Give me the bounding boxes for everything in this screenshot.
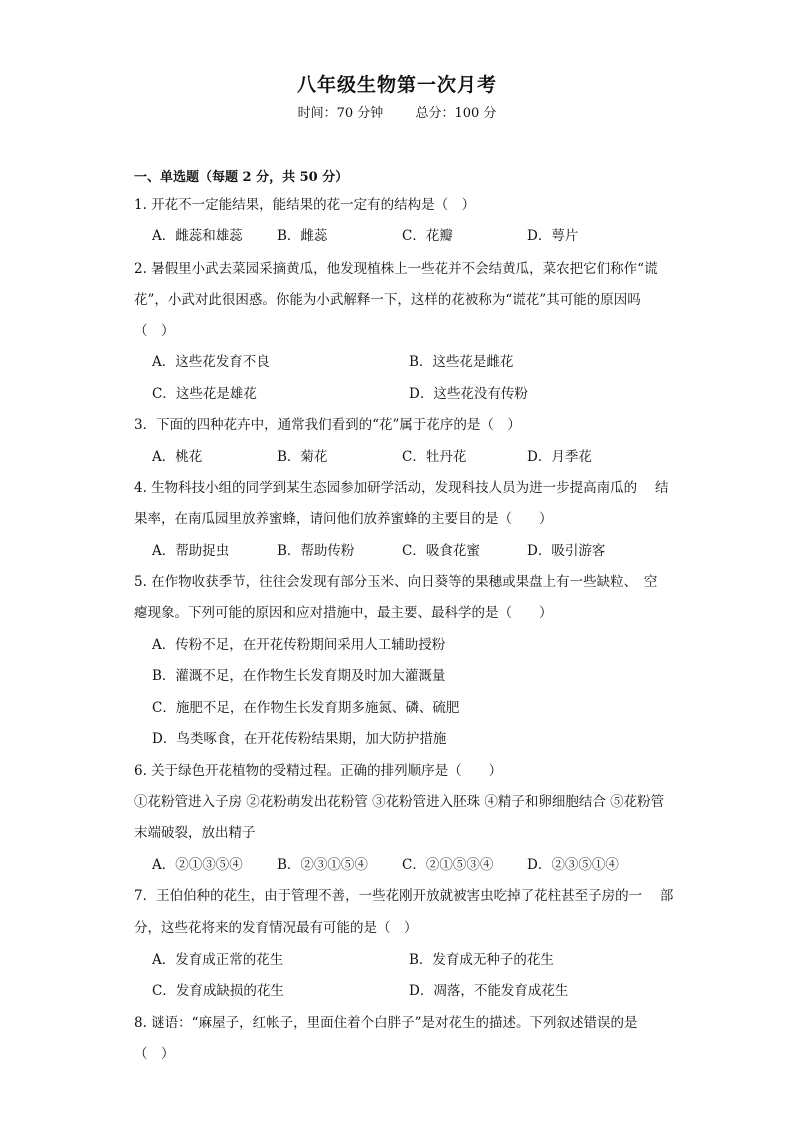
option-c: C．②①⑤③④: [402, 857, 494, 873]
exam-info: [0, 102, 794, 121]
option-d: D．萼片: [527, 228, 579, 244]
option-b: B．雌蕊: [277, 228, 328, 244]
question-6-line-1: 6. 关于绿色开花植物的受精过程。正确的排列顺序是（ ）: [134, 763, 503, 779]
question-8-line-1: 8. 谜语：“麻屋子，红帐子，里面住着个白胖子”是对花生的描述。下列叙述错误的是: [134, 1015, 638, 1031]
option-d: D．月季花: [527, 449, 592, 465]
option-d: D．这些花没有传粉: [409, 386, 528, 402]
score-label: 总分：100 分: [415, 106, 497, 121]
question-6-options: [152, 853, 652, 873]
option-d: D．②③⑤①④: [527, 857, 619, 873]
option-d: D．凋落，不能发育成花生: [409, 983, 569, 999]
question-6-line-3: 末端破裂，放出精子: [134, 825, 256, 841]
option-b: B．帮助传粉: [277, 543, 355, 559]
option-c: C．吸食花蜜: [402, 543, 480, 559]
option-a: A．②①③⑤④: [152, 857, 243, 873]
option-c: C．花瓣: [402, 228, 453, 244]
option-b: B．②③①⑤④: [277, 857, 368, 873]
question-7-line-2: 分，这些花将来的发育情况最有可能的是（ ）: [134, 920, 418, 936]
section-heading: 一、单选题（每题 2 分，共 50 分）: [134, 170, 349, 185]
question-2-line-3: （ ）: [134, 323, 175, 339]
option-a: A．雌蕊和雄蕊: [152, 228, 243, 244]
option-a: A．这些花发育不良: [152, 354, 270, 370]
option-b: B．发育成无种子的花生: [409, 952, 554, 968]
option-c: C．这些花是雄花: [152, 386, 257, 402]
option-c: C．施肥不足，在作物生长发育期多施氮、磷、硫肥: [152, 700, 460, 716]
question-2-line-2: 花”，小武对此很困惑。你能为小武解释一下，这样的花被称为“谎花”其可能的原因吗: [134, 292, 641, 308]
question-2-line-1: 2. 暑假里小武去菜园采摘黄瓜，他发现植株上一些花并不会结黄瓜，菜农把它们称作“谎: [134, 261, 658, 277]
question-4-line-1: 4. 生物科技小组的同学到某生态园参加研学活动，发现科技人员为进一步提高南瓜的 结: [134, 480, 669, 496]
option-c: C．牡丹花: [402, 449, 467, 465]
page-title: 八年级生物第一次月考: [296, 74, 497, 96]
option-d: D．吸引游客: [527, 543, 606, 559]
question-1-options: [152, 224, 652, 244]
question-4-line-2: 果率，在南瓜园里放养蜜蜂，请问他们放养蜜蜂的主要目的是（ ）: [134, 511, 553, 527]
option-a: A．桃花: [152, 449, 203, 465]
option-b: B．灌溉不足，在作物生长发育期及时加大灌溉量: [152, 668, 446, 684]
question-7-line-1: 7．王伯伯种的花生，由于管理不善，一些花刚开放就被害虫吃掉了花柱甚至子房的一 部: [134, 888, 674, 904]
time-label: 时间：70 分钟: [297, 106, 384, 121]
question-3-options: [152, 445, 652, 465]
question-8-line-2: （ ）: [134, 1046, 175, 1062]
question-5-line-2: 瘪现象。下列可能的原因和应对措施中，最主要、最科学的是（ ）: [134, 605, 553, 621]
question-1: 1. 开花不一定能结果，能结果的花一定有的结构是（ ）: [134, 197, 476, 213]
option-a: A．帮助捉虫: [152, 543, 230, 559]
question-3: 3．下面的四种花卉中，通常我们看到的“花”属于花序的是（ ）: [134, 417, 521, 433]
option-a: A．传粉不足，在开花传粉期间采用人工辅助授粉: [152, 637, 446, 653]
question-6-line-2: ①花粉管进入子房 ②花粉萌发出花粉管 ③花粉管进入胚珠 ④精子和卵细胞结合 ⑤花粉管: [134, 794, 665, 810]
option-d: D．鸟类啄食，在开花传粉结果期，加大防护措施: [152, 731, 447, 747]
option-b: B．菊花: [277, 449, 328, 465]
question-4-options: [152, 539, 652, 559]
option-c: C．发育成缺损的花生: [152, 983, 284, 999]
option-a: A．发育成正常的花生: [152, 952, 284, 968]
option-b: B．这些花是雌花: [409, 354, 514, 370]
question-5-line-1: 5. 在作物收获季节，往往会发现有部分玉米、向日葵等的果穗或果盘上有一些缺粒、 空: [134, 574, 658, 590]
